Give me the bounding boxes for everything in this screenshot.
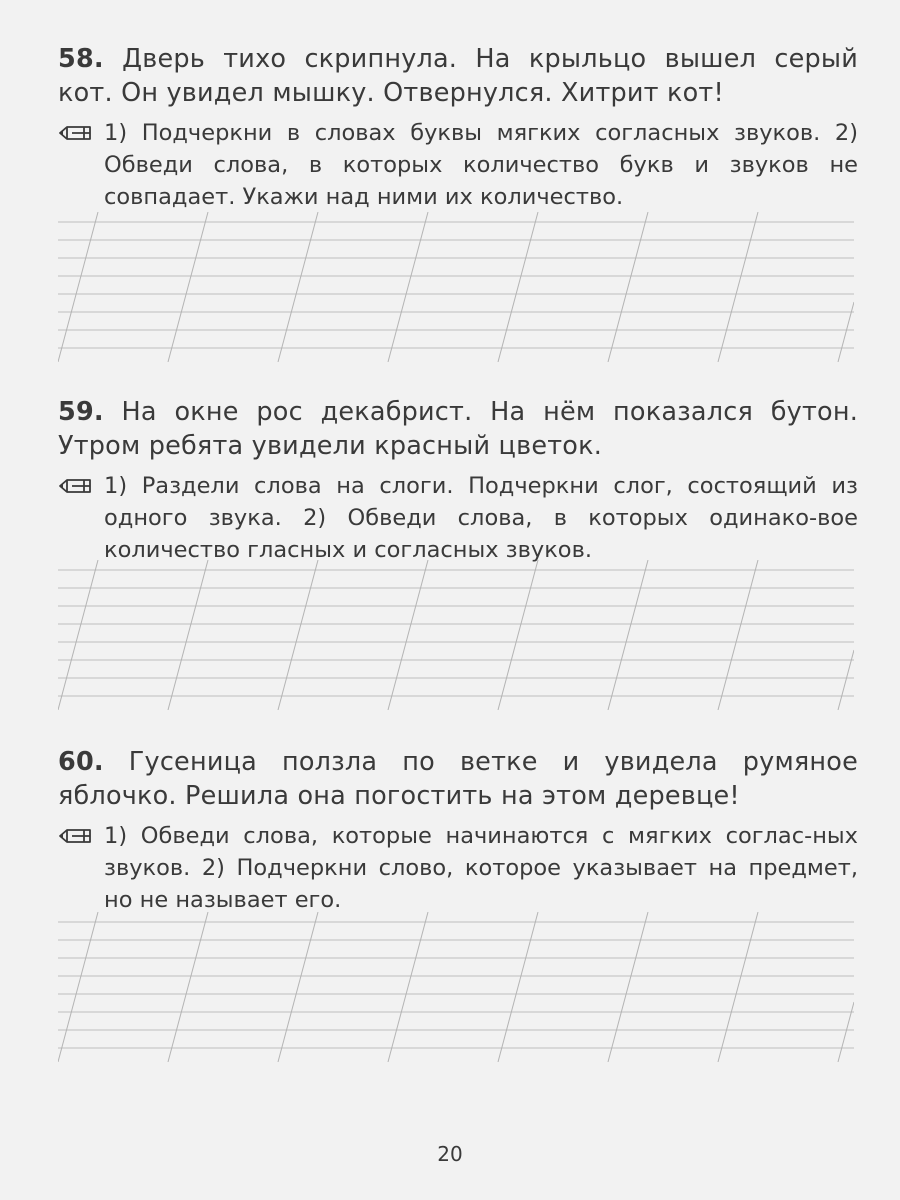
exercise-number: 59. — [58, 397, 104, 427]
exercise-text-line: кот. Он увидел мышку. Отвернулся. Хитрит кот! — [58, 78, 724, 108]
pencil-icon — [58, 476, 94, 496]
exercise-60 — [58, 745, 858, 916]
exercise-text: Дверь тихо скрипнула. На крыльцо вышел серый — [122, 44, 858, 74]
pencil-icon — [58, 123, 94, 143]
page-number: 20 — [437, 1142, 463, 1166]
exercise-text-line: яблочко. Решила она погостить на этом деревце! — [58, 781, 740, 811]
task-text: 1) Раздели слова на слоги. Подчеркни слог, состоящий из одного звука. 2) Обведи слова, в которых одинако-вое количество гласных и согласных звуков. — [104, 473, 858, 563]
writing-lines[interactable] — [58, 560, 854, 710]
exercise-task — [58, 117, 858, 213]
exercise-number: 58. — [58, 44, 104, 74]
exercise-text: Гусеница ползла по ветке и увидела румяное — [128, 747, 858, 777]
exercise-task — [58, 820, 858, 916]
writing-lines[interactable] — [58, 212, 854, 362]
exercise-59 — [58, 395, 858, 566]
writing-lines[interactable] — [58, 912, 854, 1062]
task-text: 1) Обведи слова, которые начинаются с мягких соглас-ных звуков. 2) Подчеркни слово, которое указывает на предмет, но не называет его. — [104, 823, 858, 913]
exercise-text: На окне рос декабрист. На нём показался бутон. — [121, 397, 858, 427]
pencil-icon — [58, 826, 94, 846]
exercise-text-line: Утром ребята увидели красный цветок. — [58, 431, 602, 461]
exercise-text-line — [58, 745, 858, 779]
exercise-text-line — [58, 42, 858, 76]
exercise-text-line — [58, 395, 858, 429]
exercise-58 — [58, 42, 858, 213]
exercise-task — [58, 470, 858, 566]
exercise-number: 60. — [58, 747, 104, 777]
task-text: 1) Подчеркни в словах буквы мягких согласных звуков. 2) Обведи слова, в которых количество букв и звуков не совпадает. Укажи над ними их количество. — [104, 120, 858, 210]
